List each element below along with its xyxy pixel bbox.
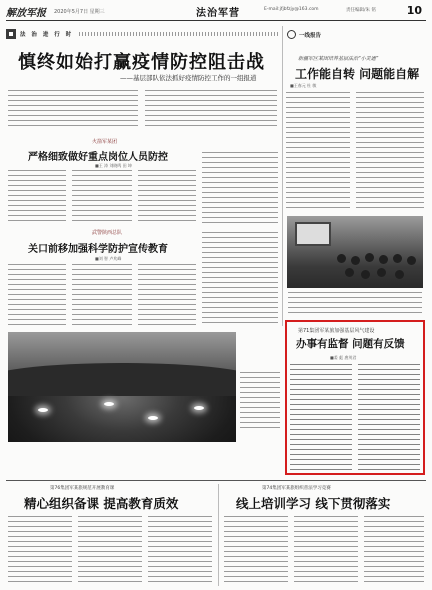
right-story-headline: 工作能自转 问题能自解: [295, 67, 420, 81]
column-label-bar: [79, 32, 279, 36]
story2-kicker: 火箭军某团: [92, 139, 118, 145]
photo-light: [38, 408, 48, 412]
main-subtitle: ——基层部队依法抓好疫情防控工作的一组报道: [120, 74, 257, 82]
newspaper-logo: 解放军报: [6, 7, 46, 19]
story2-text-col1: [8, 170, 66, 225]
bottom-left-text-col2: [78, 516, 142, 586]
photo-head-shape: [345, 268, 354, 277]
bottom-left-headline: 精心组织备课 提高教育质效: [24, 496, 179, 511]
highlight-story-byline: ■姜 彪 唐茂君: [330, 355, 357, 360]
story2-text-col3: [138, 170, 196, 225]
photo-head-shape: [395, 270, 404, 279]
story3-byline: ■刘 智 卢兆峰: [95, 256, 122, 261]
story2-byline: ■王 涛 刘晓鸣 田 坤: [95, 163, 132, 168]
bottom-divider: [6, 480, 426, 481]
night-photo-caption: [240, 372, 280, 432]
column-label-text: 法 治 进 行 时: [20, 32, 74, 38]
bottom-right-text-col3: [364, 516, 424, 586]
photo-light: [148, 416, 158, 420]
bottom-left-kicker: 第76集团军某旅规范开展教育课: [50, 486, 115, 491]
section-editor: 责任编辑/朱 铭: [346, 8, 376, 13]
highlight-story-headline: 办事有监督 问题有反馈: [296, 338, 405, 350]
night-exercise-photo: [8, 332, 236, 442]
photo-screen-shape: [295, 222, 331, 246]
right-story-text-col2: [356, 92, 424, 212]
lead-text-right: [145, 90, 277, 128]
photo-head-shape: [337, 254, 346, 263]
story3-text-col2: [72, 264, 132, 326]
photo-light: [194, 406, 204, 410]
right-column-label: [287, 30, 321, 39]
page-number: 10: [406, 4, 422, 17]
bottom-left-text-col3: [148, 516, 212, 586]
highlight-story-kicker: 第71集团军某旅加强基层风气建设: [298, 328, 375, 334]
story2-text-col4: [202, 152, 278, 225]
story2-headline: 严格细致做好重点岗位人员防控: [28, 152, 168, 163]
story3-headline: 关口前移加强科学防护宣传教育: [28, 244, 168, 255]
photo-head-shape: [379, 255, 388, 264]
bottom-right-headline: 线上培训学习 线下贯彻落实: [236, 496, 391, 511]
masthead: [6, 4, 426, 18]
highlight-text-col1: [290, 364, 352, 470]
story3-text-col4: [202, 232, 278, 326]
right-column-label-text: 一线报告: [299, 32, 322, 39]
issue-date: 2020年5月7日 星期三: [54, 8, 105, 15]
photo-head-shape: [361, 270, 370, 279]
photo-head-shape: [407, 256, 416, 265]
photo-head-shape: [351, 256, 360, 265]
lead-text-left: [8, 90, 138, 128]
right-story-byline: ■王春元 杜 敏: [290, 83, 317, 88]
section-name: 法治军营: [196, 8, 240, 19]
masthead-rule: [6, 20, 426, 21]
bottom-right-text-col1: [224, 516, 288, 586]
photo-light: [104, 402, 114, 406]
photo-head-shape: [365, 253, 374, 262]
photo-hill: [8, 363, 236, 396]
bottom-left-text-col1: [8, 516, 72, 586]
bottom-column-divider: [218, 484, 219, 586]
column-label: [6, 28, 279, 40]
story3-kicker: 武警陕西总队: [92, 230, 123, 236]
main-headline: 慎终如始打赢疫情防控阻击战: [18, 52, 265, 73]
column-icon: [6, 29, 16, 39]
classroom-photo: [287, 216, 423, 288]
column-divider: [282, 26, 283, 326]
bottom-right-kicker: 第74集团军某旅组织普法学习竞赛: [262, 486, 331, 491]
story3-text-col1: [8, 264, 66, 326]
story3-text-col3: [138, 264, 196, 326]
photo-head-shape: [393, 254, 402, 263]
highlight-text-col2: [358, 364, 420, 470]
photo-head-shape: [377, 268, 386, 277]
story2-text-col2: [72, 170, 132, 225]
classroom-photo-caption: [288, 292, 422, 314]
section-email: E-mail:jfjbfzjy@163.com: [264, 7, 319, 12]
right-story-kicker: 新疆军区某团培养基层法治“小灵通”: [298, 56, 379, 62]
bottom-right-text-col2: [294, 516, 358, 586]
report-icon: [287, 30, 296, 39]
right-story-text-col1: [286, 92, 350, 212]
